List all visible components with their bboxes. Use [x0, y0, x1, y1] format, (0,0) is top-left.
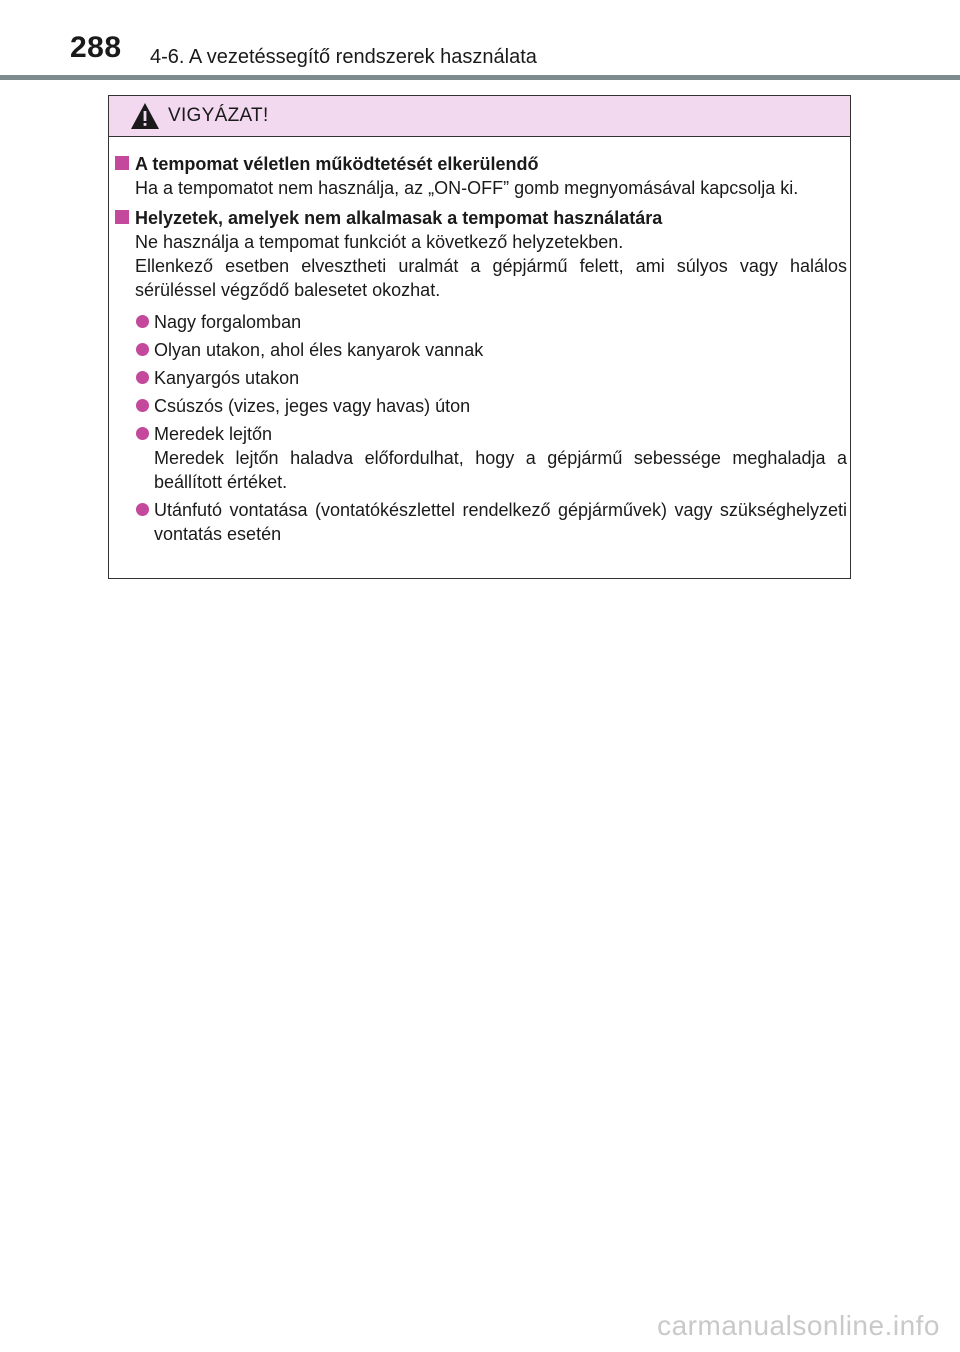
list-item-text: Kanyargós utakon — [154, 368, 300, 388]
topic-paragraph: Ha a tempomatot nem használja, az „ON-OFF” gomb megnyomásával kapcsolja ki. — [135, 178, 799, 198]
warning-title: VIGYÁZAT! — [168, 105, 269, 126]
topic-paragraph: Ne használja a tempomat funkciót a következő helyzetekben. — [135, 232, 624, 252]
round-bullet-icon — [136, 315, 149, 328]
list-item — [113, 338, 847, 362]
topic-paragraph: Ellenkező esetben elvesztheti uralmát a gépjármű felett, ami súlyos vagy halálos sérüléssel végződő balesetet okozhat. — [135, 256, 847, 300]
list-item — [113, 498, 847, 546]
list-item — [113, 310, 847, 334]
list-item-detail: Meredek lejtőn haladva előfordulhat, hogy a gépjármű sebessége meghaladja a beállított értéket. — [154, 448, 847, 492]
list-item-text: Utánfutó vontatása (vontatókészlettel rendelkező gépjárművek) vagy szükséghelyzeti vontatás esetén — [154, 500, 847, 544]
list-item — [113, 422, 847, 494]
list-item-text: Meredek lejtőn — [154, 424, 273, 444]
watermark: carmanualsonline.info — [657, 1310, 940, 1341]
warning-box — [108, 95, 851, 579]
square-bullet-icon — [115, 210, 129, 224]
page-number: 288 — [70, 31, 122, 64]
list-item — [113, 366, 847, 390]
list-item-text: Csúszós (vizes, jeges vagy havas) úton — [154, 396, 471, 416]
round-bullet-icon — [136, 427, 149, 440]
topic-heading-text: Helyzetek, amelyek nem alkalmasak a tempomat használatára — [135, 208, 663, 228]
topic-heading — [113, 206, 847, 230]
section-title: 4-6. A vezetéssegítő rendszerek használata — [150, 46, 537, 68]
round-bullet-icon — [136, 503, 149, 516]
topic-heading — [113, 152, 847, 176]
warning-body — [113, 152, 847, 552]
situation-list — [113, 310, 847, 546]
topic-accidental-activation — [113, 152, 847, 200]
warning-triangle-icon — [130, 102, 160, 130]
header-divider — [0, 75, 960, 80]
list-item-text: Nagy forgalomban — [154, 312, 302, 332]
round-bullet-icon — [136, 371, 149, 384]
topic-heading-text: A tempomat véletlen működtetését elkerülendő — [135, 154, 539, 174]
warning-header — [109, 96, 850, 137]
list-item-text: Olyan utakon, ahol éles kanyarok vannak — [154, 340, 484, 360]
topic-unsuitable-situations — [113, 206, 847, 546]
round-bullet-icon — [136, 343, 149, 356]
round-bullet-icon — [136, 399, 149, 412]
page-header — [0, 0, 960, 80]
square-bullet-icon — [115, 156, 129, 170]
list-item — [113, 394, 847, 418]
